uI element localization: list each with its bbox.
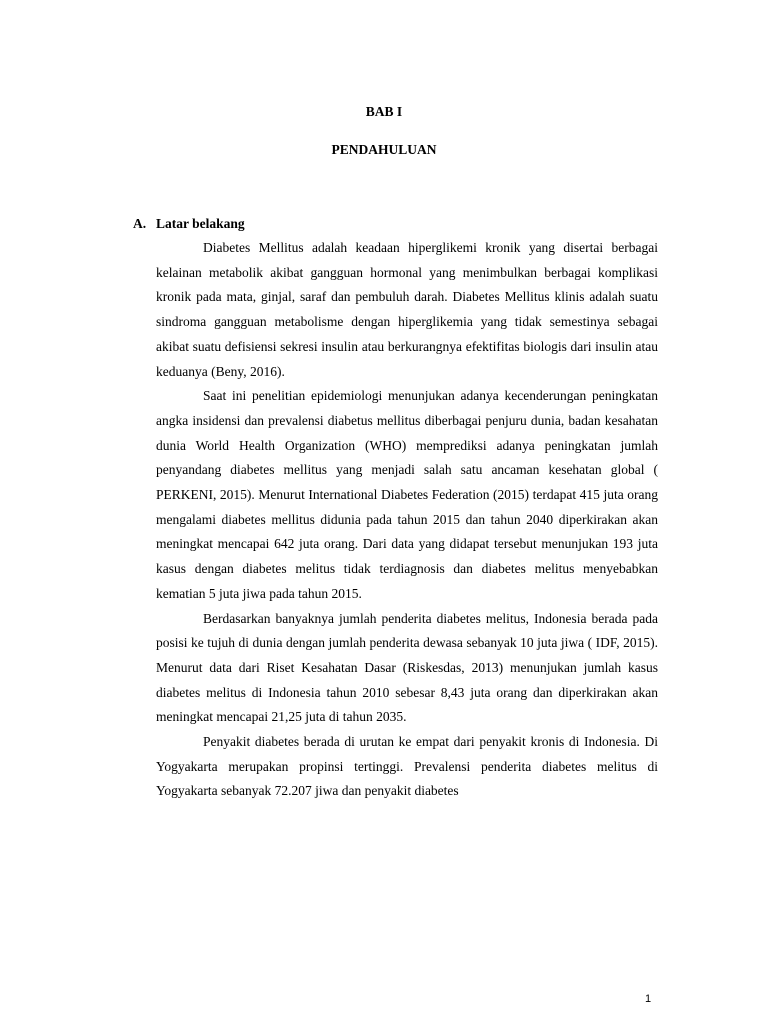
page-number: 1 — [645, 993, 652, 1005]
body-text — [156, 236, 658, 804]
section-title: Latar belakang — [156, 216, 245, 231]
section-marker: A. — [133, 216, 147, 231]
chapter-heading: BAB I — [365, 104, 403, 119]
chapter-title: PENDAHULUAN — [331, 142, 437, 157]
paragraph-4: Penyakit diabetes berada di urutan ke empat dari penyakit kronis di Indonesia. Di Yogyakarta merupakan propinsi tertinggi. Prevalensi penderita diabetes melitus di Yogyakarta sebanyak 72.207 jiwa dan penyakit diabetes — [156, 734, 658, 799]
paragraph-2: Saat ini penelitian epidemiologi menunjukan adanya kecenderungan peningkatan angka insidensi dan prevalensi diabetus mellitus diberbagai penjuru dunia, badan kesahatan dunia World Health Organization (WHO) memprediksi adanya peningkatan jumlah penyandang diabetes mellitus yang menjadi salah satu ancaman kesehatan global ( PERKENI, 2015). Menurut International Diabetes Federation (2015) terdapat 415 juta orang mengalami diabetes mellitus didunia pada tahun 2015 dan tahun 2040 diperkirakan akan meningkat mencapai 642 juta orang. Dari data yang didapat tersebut menunjukan 193 juta kasus dengan diabetes melitus tidak terdiagnosis dan diabetes melitus menyebabkan kematian 5 juta jiwa pada tahun 2015. — [156, 388, 658, 601]
paragraph-3: Berdasarkan banyaknya jumlah penderita diabetes melitus, Indonesia berada pada posisi ke tujuh di dunia dengan jumlah penderita dewasa sebanyak 10 juta jiwa ( IDF, 2015). Menurut data dari Riset Kesahatan Dasar (Riskesdas, 2013) menunjukan jumlah kasus diabetes melitus di Indonesia tahun 2010 sebesar 8,43 juta orang dan diperkirakan akan meningkat mencapai 21,25 juta di tahun 2035. — [156, 610, 658, 725]
section-heading — [133, 216, 245, 232]
paragraph-1: Diabetes Mellitus adalah keadaan hiperglikemi kronik yang disertai berbagai kelainan metabolik akibat gangguan hormonal yang menimbulkan berbagai komplikasi kronik pada mata, ginjal, saraf dan pembuluh darah. Diabetes Mellitus klinis adalah suatu sindroma gangguan metabolisme dengan hiperglikemia yang tidak semestinya sebagai akibat suatu defisiensi sekresi insulin atau berkurangnya efektifitas biologis dari insulin atau keduanya (Beny, 2016). — [156, 240, 658, 379]
